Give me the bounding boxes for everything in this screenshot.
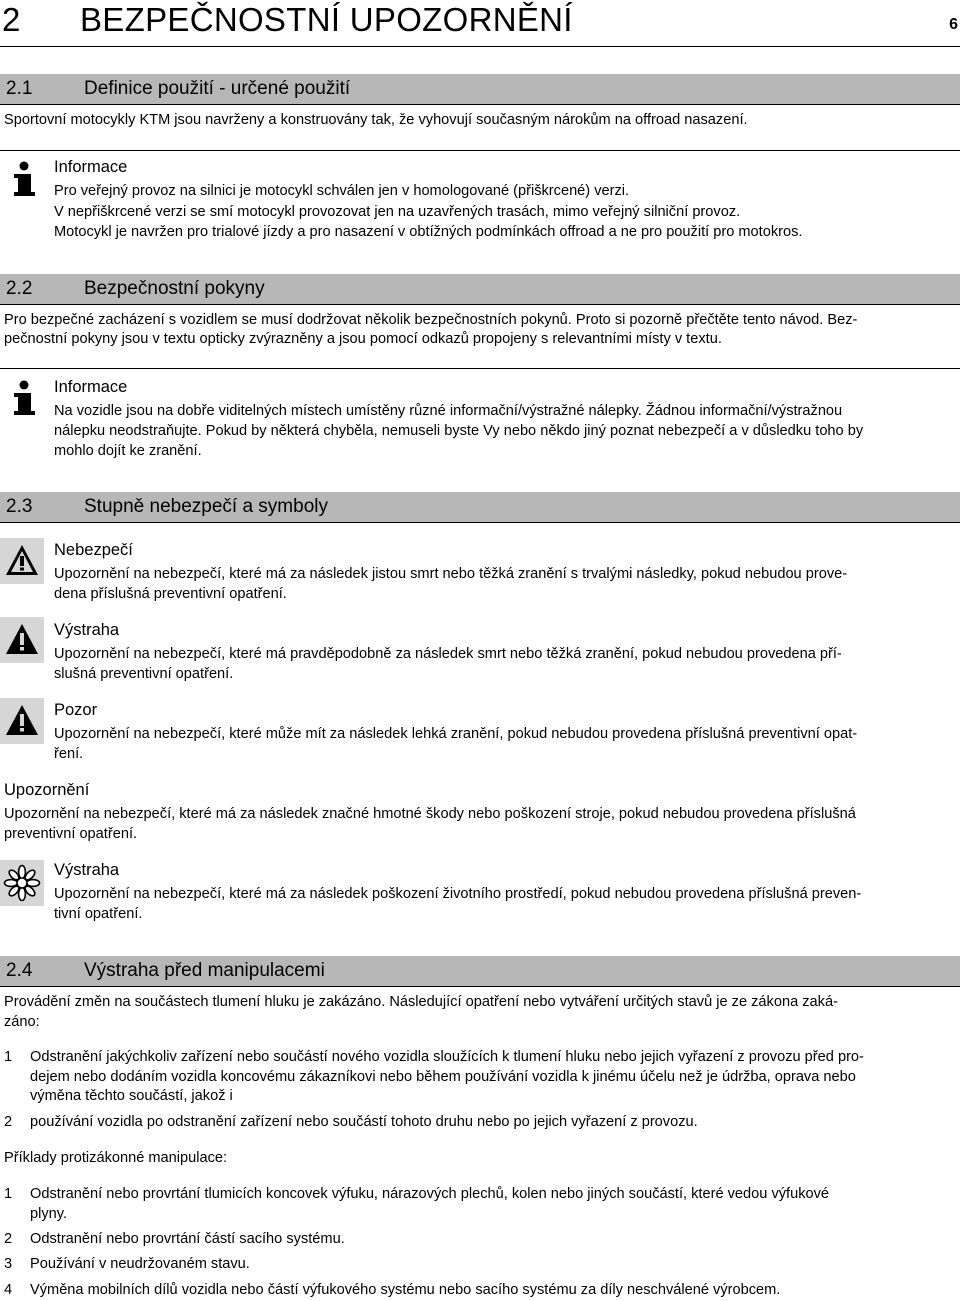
section-intro-line: Pro bezpečné zacházení s vozidlem se musí dodržovat několik bezpečnostních pokynů. Proto si pozorně přečtěte tento návod. Bez- xyxy=(4,312,858,328)
info-line: V nepřiškrcené verzi se smí motocykl provozovat jen na uzavřených trasách, mimo veřejný silniční provoz. xyxy=(54,204,741,220)
list-item-line: Odstranění nebo provrtání částí sacího systému. xyxy=(30,1231,345,1247)
level-line: tivní opatření. xyxy=(54,906,143,922)
environment-flower-icon xyxy=(0,860,44,906)
caution-triangle-icon xyxy=(0,698,44,744)
info-line: Na vozidle jsou na dobře viditelných místech umístěny různé informační/výstražné nálepky. Žádnou informační/výstražnou xyxy=(54,403,843,419)
level-line: Upozornění na nebezpečí, které má za následek poškození životního prostředí, pokud nebudou provedena příslušná preven- xyxy=(54,886,862,902)
list-item-line: používání vozidla po odstranění zařízení nebo součástí tohoto druhu nebo po jejich vyřazení z provozu. xyxy=(30,1114,698,1130)
list-item-line: Výměna mobilních dílů vozidla nebo částí výfukového systému nebo sacího systému za díly neschválené výrobcem. xyxy=(30,1282,781,1298)
info-divider xyxy=(0,150,960,151)
list-item-number: 3 xyxy=(4,1256,13,1272)
info-divider xyxy=(0,368,960,369)
list-item-line: výměna těchto součástí, jakož i xyxy=(30,1088,233,1104)
section-intro-line: pečnostní pokyny jsou v textu opticky zvýrazněny a jsou pomocí odkazů propojeny s relevantními místy v textu. xyxy=(4,331,722,347)
info-heading: Informace xyxy=(54,378,128,396)
chapter-title: BEZPEČNOSTNÍ UPOZORNĚNÍ xyxy=(80,1,573,38)
list-item-line: dejem nebo dodáním vozidla koncovému zákazníkovi nebo během používání vozidla k jinému účelu než je údržba, oprava nebo xyxy=(30,1069,856,1085)
section-number: 2.3 xyxy=(6,496,33,517)
level-heading: Upozornění xyxy=(4,781,90,799)
list-item-line: Odstranění nebo provrtání tlumicích koncovek výfuku, nárazových plechů, kolen nebo jiných součástí, které vedou výfukové xyxy=(30,1186,830,1202)
section-underline xyxy=(0,522,960,523)
section-underline xyxy=(0,104,960,105)
list-item-number: 2 xyxy=(4,1231,13,1247)
warning-triangle-icon xyxy=(0,617,44,663)
info-heading: Informace xyxy=(54,158,128,176)
danger-warning-icon xyxy=(0,538,44,584)
level-line: Upozornění na nebezpečí, které může mít za následek lehká zranění, pokud nebudou provedena příslušná preventivní opat- xyxy=(54,726,858,742)
level-line: preventivní opatření. xyxy=(4,826,138,842)
info-line: nálepku neodstraňujte. Pokud by některá chyběla, nemuseli byste Vy nebo někdo jiný poznat nebezpečí a v důsledku toho by xyxy=(54,423,864,439)
list-item-line: plyny. xyxy=(30,1206,68,1222)
level-line: Upozornění na nebezpečí, které má pravděpodobně za následek smrt nebo těžká zranění, pokud nebudou provedena pří- xyxy=(54,646,842,662)
section-underline xyxy=(0,304,960,305)
section-intro-line: záno: xyxy=(4,1014,40,1030)
list-item-line: Používání v neudržovaném stavu. xyxy=(30,1256,250,1272)
section-number: 2.2 xyxy=(6,278,33,299)
level-line: slušná preventivní opatření. xyxy=(54,666,234,682)
page-number: 6 xyxy=(949,16,958,33)
section-number: 2.4 xyxy=(6,960,33,981)
level-line: dena příslušná preventivní opatření. xyxy=(54,586,287,602)
section-number: 2.1 xyxy=(6,78,33,99)
list-item-number: 1 xyxy=(4,1049,13,1065)
level-line: Upozornění na nebezpečí, které má za následek značné hmotné škody nebo poškození stroje, pokud nebudou provedena příslušná xyxy=(4,806,856,822)
section-title: Definice použití - určené použití xyxy=(84,78,351,99)
list-item-number: 2 xyxy=(4,1114,13,1130)
level-line: ření. xyxy=(54,746,84,762)
section-title: Bezpečnostní pokyny xyxy=(84,278,265,299)
info-line: Pro veřejný provoz na silnici je motocykl schválen jen v homologované (přiškrcené) verzi. xyxy=(54,183,630,199)
level-line: Upozornění na nebezpečí, které má za následek jistou smrt nebo těžká zranění s trvalými následky, pokud nebudou prove- xyxy=(54,566,848,582)
info-line: Motocykl je navržen pro trialové jízdy a pro nasazení v obtížných podmínkách offroad a ne pro použití pro motokros. xyxy=(54,224,803,240)
chapter-divider xyxy=(0,46,960,47)
list-item-number: 4 xyxy=(4,1282,13,1298)
info-icon xyxy=(6,380,42,418)
section-intro-line: Provádění změn na součástech tlumení hluku je zakázáno. Následující opatření nebo vytváření určitých stavů je ze zákona zaká- xyxy=(4,994,838,1010)
info-line: mohlo dojít ke zranění. xyxy=(54,443,202,459)
level-heading: Nebezpečí xyxy=(54,541,133,559)
list-item-line: Odstranění jakýchkoliv zařízení nebo součástí nového vozidla sloužících k tlumení hluku nebo jejich vyřazení z provozu před pro- xyxy=(30,1049,864,1065)
level-heading: Výstraha xyxy=(54,861,120,879)
section-intro: Sportovní motocykly KTM jsou navrženy a konstruovány tak, že vyhovují současným nárokům na offroad nasazení. xyxy=(4,112,748,128)
section-title: Stupně nebezpečí a symboly xyxy=(84,496,328,517)
chapter-number: 2 xyxy=(2,1,21,38)
info-icon xyxy=(6,161,42,199)
examples-label: Příklady protizákonné manipulace: xyxy=(4,1150,228,1166)
section-title: Výstraha před manipulacemi xyxy=(84,960,325,981)
level-heading: Výstraha xyxy=(54,621,120,639)
level-heading: Pozor xyxy=(54,701,98,719)
section-underline xyxy=(0,986,960,987)
list-item-number: 1 xyxy=(4,1186,13,1202)
